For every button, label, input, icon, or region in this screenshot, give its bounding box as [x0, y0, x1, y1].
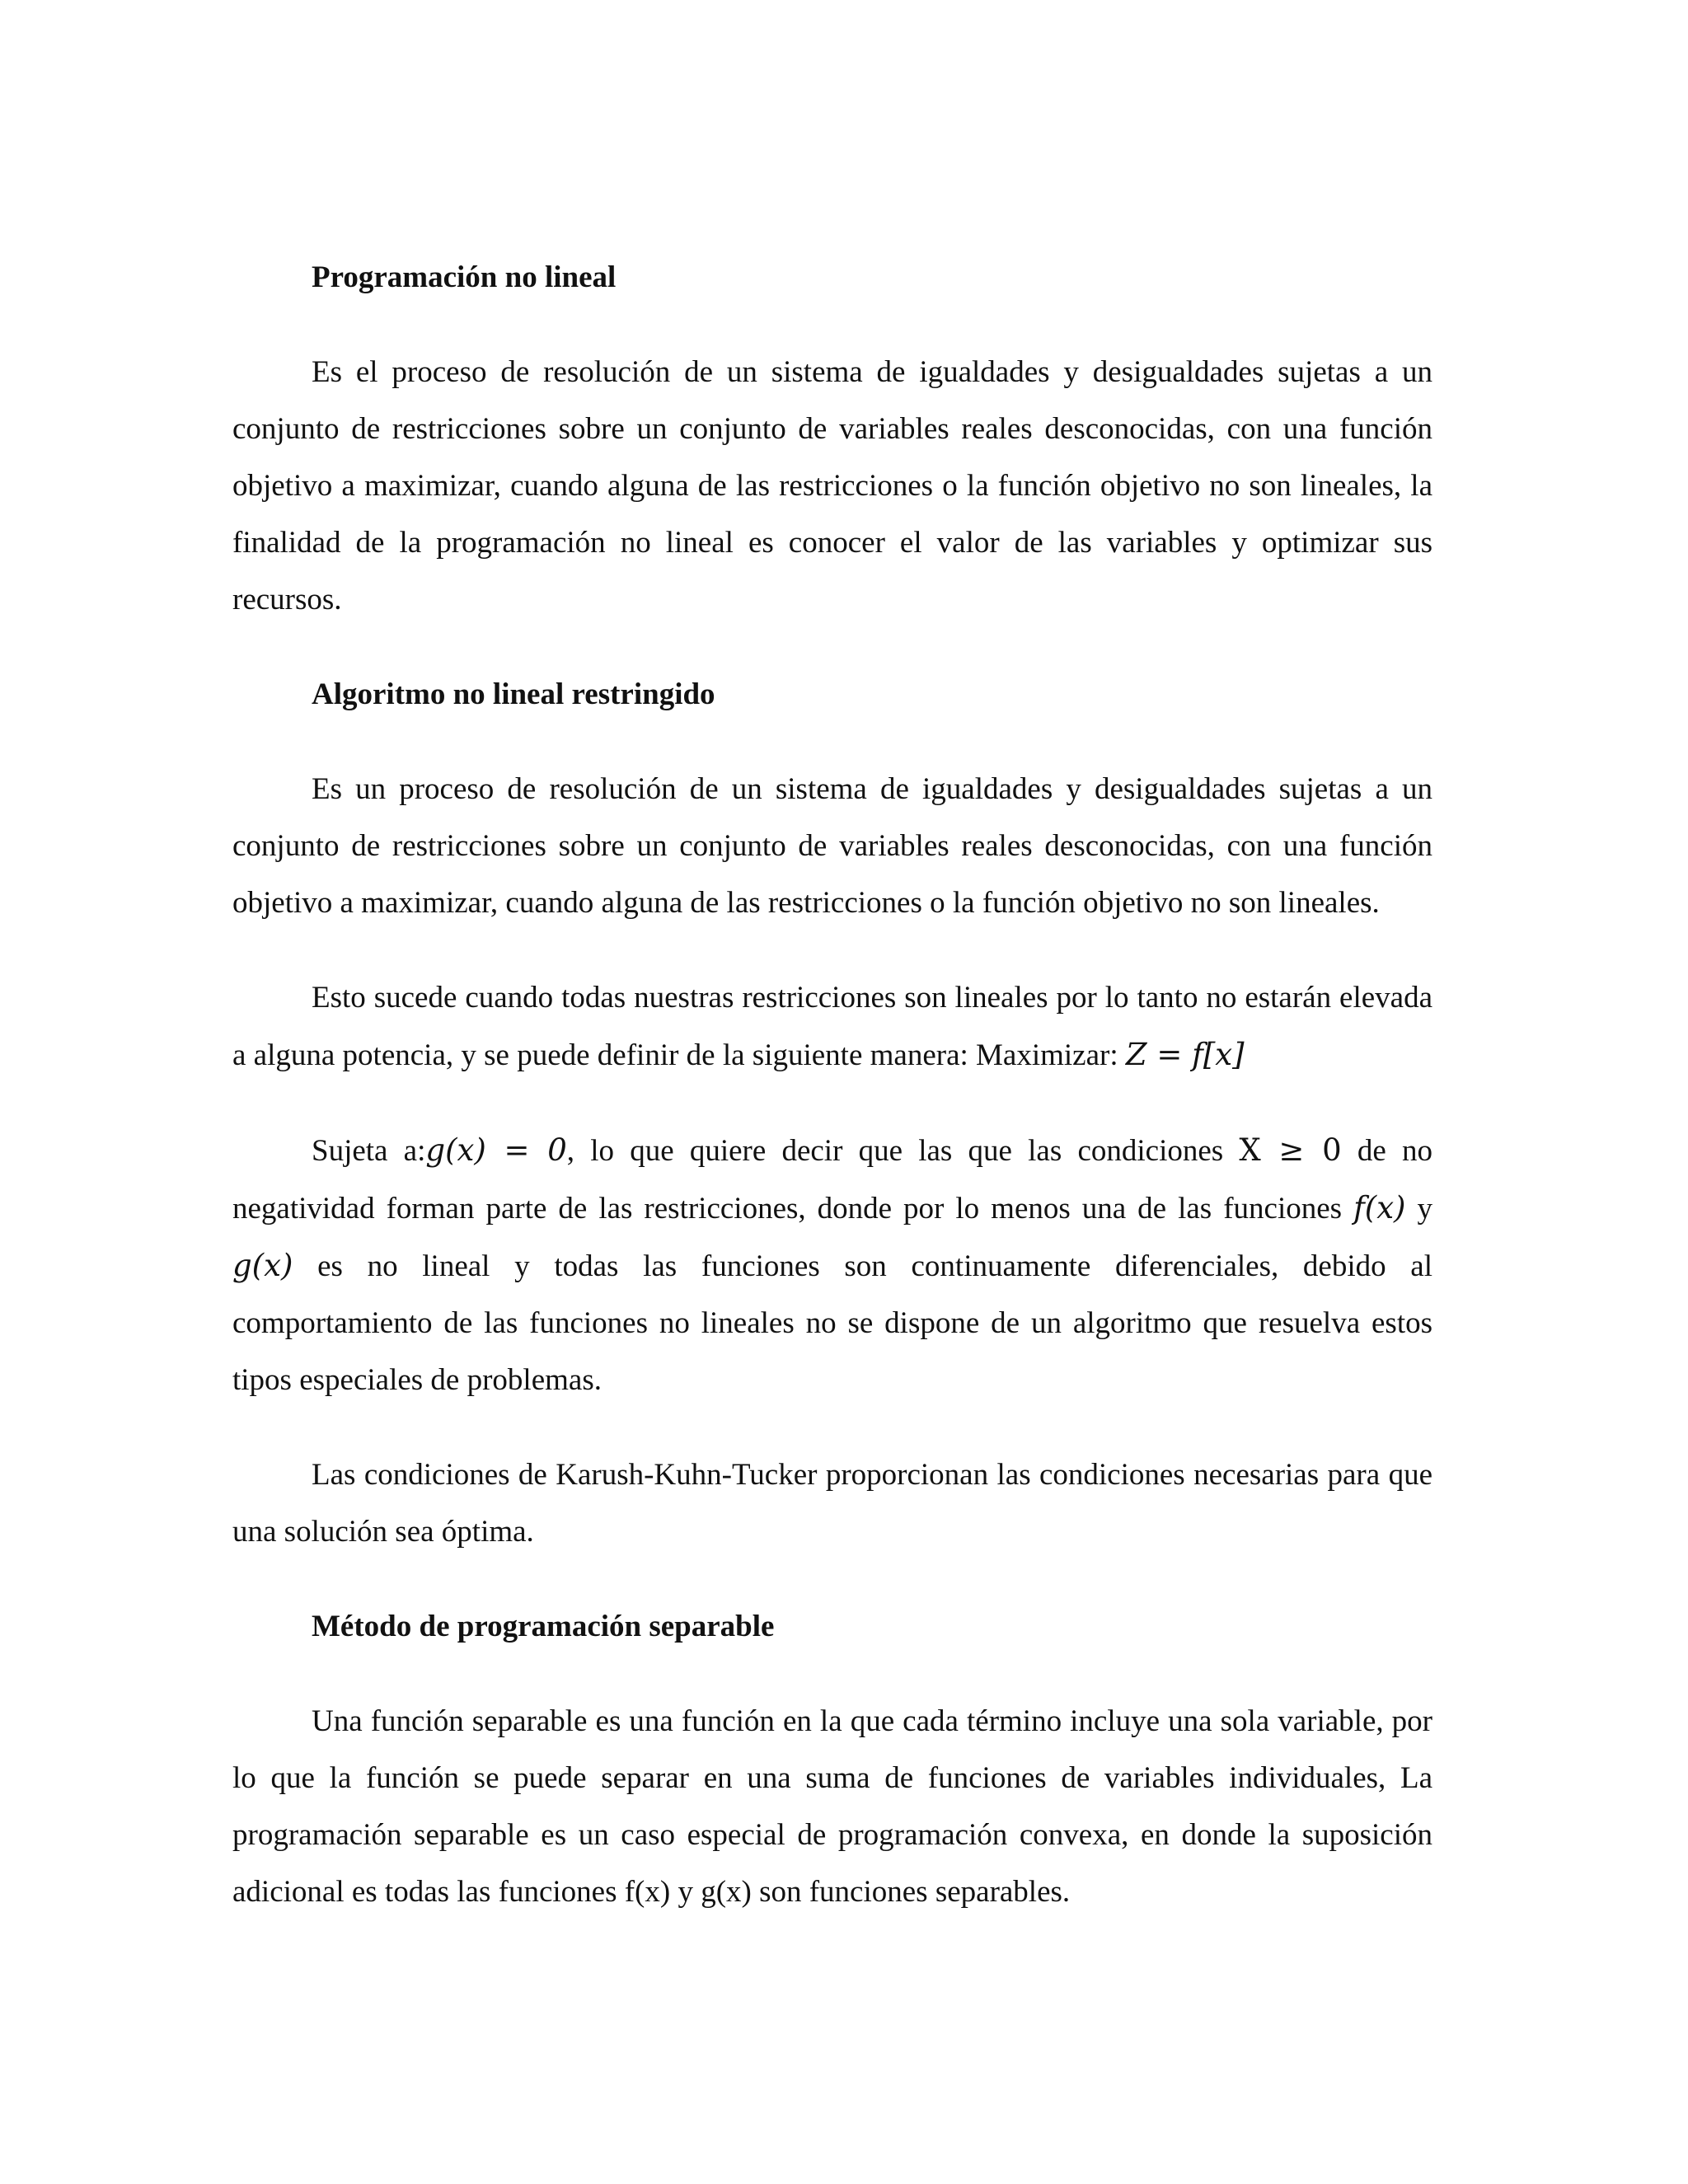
nonnegativity-condition: X ≥ 0	[1239, 1132, 1342, 1168]
sujeta-mid2: de no negatividad forman parte de las restricciones, donde por lo menos una de las funciones	[232, 1134, 1433, 1226]
section-heading-programacion-separable: Método de programación separable	[312, 1610, 775, 1643]
objective-formula: Z = f[x]	[1125, 1037, 1245, 1072]
constraint-formula: g(x) = 0	[425, 1132, 567, 1168]
section-heading-programacion-no-lineal: Programación no lineal	[312, 260, 617, 294]
sujeta-tail: es no lineal y todas las funciones son continuamente diferenciales, debido al comportamiento de las funciones no lineales no se dispone de un algoritmo que resuelva estos tipos especiales de problemas.	[232, 1249, 1432, 1397]
function-gx: g(x)	[232, 1248, 293, 1283]
sujeta-mid: , lo que quiere decir que las que las condiciones	[566, 1134, 1240, 1168]
paragraph-sujeta-a	[232, 1122, 1432, 1408]
sujeta-lead: Sujeta a:	[312, 1134, 426, 1168]
paragraph-programacion-separable: Una función separable es una función en la que cada término incluye una sola variable, por lo que la función se puede separar en una suma de funciones de variables individuales, La programación separable es un caso especial de programación convexa, en donde la suposición adicional es todas las funciones f(x) y g(x) son funciones separables.	[232, 1704, 1432, 1909]
paragraph-programacion-no-lineal: Es el proceso de resolución de un sistema de igualdades y desigualdades sujetas a un conjunto de restricciones sobre un conjunto de variables reales desconocidas, con una función objetivo a maximizar, cuando alguna de las restricciones o la función objetivo no son lineales, la finalidad de la programación no lineal es conocer el valor de las variables y optimizar sus recursos.	[232, 355, 1432, 616]
paragraph-karush-kuhn-tucker: Las condiciones de Karush-Kuhn-Tucker proporcionan las condiciones necesarias para que una solución sea óptima.	[232, 1458, 1432, 1549]
paragraph-maximizar-text: Esto sucede cuando todas nuestras restricciones son lineales por lo tanto no estarán elevada a alguna potencia, y se puede definir de la siguiente manera: Maximizar:	[232, 981, 1432, 1072]
paragraph-algoritmo-definicion: Es un proceso de resolución de un sistema de igualdades y desigualdades sujetas a un conjunto de restricciones sobre un conjunto de variables reales desconocidas, con una función objetivo a maximizar, cuando alguna de las restricciones o la función objetivo no son lineales.	[232, 772, 1432, 920]
sujeta-and: y	[1405, 1192, 1432, 1226]
paragraph-maximizar	[232, 969, 1432, 1084]
function-fx: f(x)	[1353, 1190, 1406, 1226]
section-heading-algoritmo-no-lineal: Algoritmo no lineal restringido	[312, 677, 715, 711]
document-body	[232, 249, 1432, 1958]
